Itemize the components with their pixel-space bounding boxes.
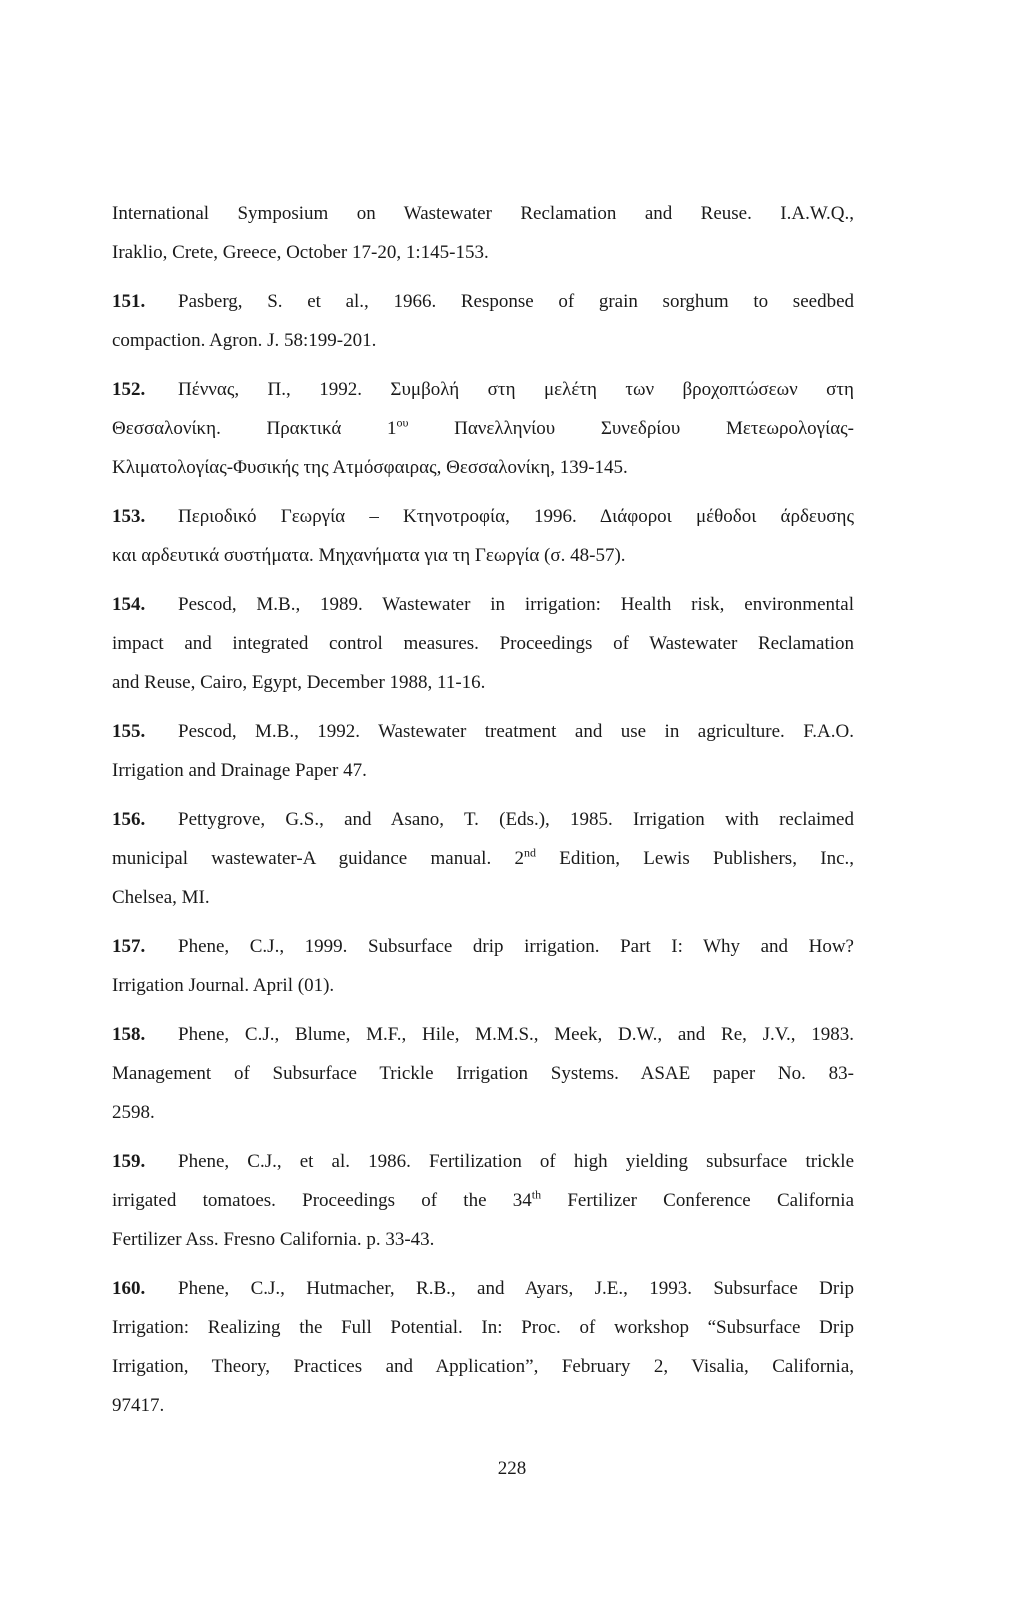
reference-text-line: 97417. bbox=[112, 1395, 165, 1416]
reference-text-line: Chelsea, MI. bbox=[112, 887, 210, 908]
reference-number: 153. bbox=[112, 506, 146, 527]
reference-number: 156. bbox=[112, 809, 146, 830]
reference-number: 154. bbox=[112, 594, 146, 615]
reference-text-line: Management of Subsurface Trickle Irrigation Systems. ASAE paper No. 83- bbox=[112, 1063, 854, 1084]
reference-text-line: Pasberg, S. et al., 1966. Response of grain sorghum to seedbed bbox=[178, 291, 854, 312]
reference-text-line: Pettygrove, G.S., and Asano, T. (Eds.), 1985. Irrigation with reclaimed bbox=[178, 809, 854, 830]
reference-entry bbox=[112, 1269, 854, 1425]
reference-number: 158. bbox=[112, 1024, 146, 1045]
reference-number: 151. bbox=[112, 291, 146, 312]
page-number: 228 bbox=[497, 1458, 527, 1479]
reference-text-line: Πέννας, Π., 1992. Συμβολή στη μελέτη των βροχοπτώσεων στη bbox=[178, 379, 854, 400]
reference-text-line: compaction. Agron. J. 58:199-201. bbox=[112, 330, 377, 351]
reference-entry bbox=[112, 370, 854, 487]
reference-entry bbox=[112, 1142, 854, 1259]
reference-entry bbox=[112, 585, 854, 702]
reference-entry bbox=[112, 800, 854, 917]
reference-text-line: Θεσσαλονίκη. Πρακτικά $1^{o\upsilon}$ Πανελληνίου Συνεδρίου Μετεωρολογίας- bbox=[112, 415, 854, 439]
reference-continuation bbox=[112, 194, 854, 272]
reference-list bbox=[112, 194, 854, 1435]
ordinal-suffix: ου bbox=[396, 415, 409, 430]
reference-number: 159. bbox=[112, 1151, 146, 1172]
reference-text-line: και αρδευτικά συστήματα. Μηχανήματα για τη Γεωργία (σ. 48-57). bbox=[112, 545, 626, 566]
reference-text-line: irrigated tomatoes. Proceedings of the 34th Fertilizer Conference California bbox=[112, 1187, 854, 1211]
reference-text-line: Phene, C.J., Hutmacher, R.B., and Ayars, J.E., 1993. Subsurface Drip bbox=[178, 1278, 854, 1299]
reference-text-line: Περιοδικό Γεωργία – Κτηνοτροφία, 1996. Διάφοροι μέθοδοι άρδευσης bbox=[178, 506, 854, 527]
reference-entry bbox=[112, 282, 854, 360]
reference-entry bbox=[112, 1015, 854, 1132]
reference-text-line: 2598. bbox=[112, 1102, 155, 1123]
reference-entry bbox=[112, 712, 854, 790]
reference-text-line: Iraklio, Crete, Greece, October 17-20, 1:145-153. bbox=[112, 242, 489, 263]
reference-text-line: International Symposium on Wastewater Reclamation and Reuse. I.A.W.Q., bbox=[112, 203, 854, 224]
reference-text-line: Irrigation, Theory, Practices and Application”, February 2, Visalia, California, bbox=[112, 1356, 854, 1377]
reference-text-line: Phene, C.J., 1999. Subsurface drip irrigation. Part I: Why and How? bbox=[178, 936, 854, 957]
reference-number: 157. bbox=[112, 936, 146, 957]
reference-text-line: municipal wastewater-A guidance manual. 2nd Edition, Lewis Publishers, Inc., bbox=[112, 845, 854, 869]
reference-text-line: Phene, C.J., Blume, M.F., Hile, M.M.S., Meek, D.W., and Re, J.V., 1983. bbox=[178, 1024, 854, 1045]
reference-text-line: Irrigation and Drainage Paper 47. bbox=[112, 760, 367, 781]
reference-number: 155. bbox=[112, 721, 146, 742]
reference-entry bbox=[112, 497, 854, 575]
reference-entry bbox=[112, 927, 854, 1005]
reference-text-line: Irrigation Journal. April (01). bbox=[112, 975, 335, 996]
reference-number: 160. bbox=[112, 1278, 146, 1299]
reference-text-line: Phene, C.J., et al. 1986. Fertilization of high yielding subsurface trickle bbox=[178, 1151, 854, 1172]
reference-text-line: Fertilizer Ass. Fresno California. p. 33-43. bbox=[112, 1229, 435, 1250]
ordinal-suffix: th bbox=[531, 1187, 542, 1202]
reference-text-line: Κλιματολογίας-Φυσικής της Ατμόσφαιρας, Θεσσαλονίκη, 139-145. bbox=[112, 457, 628, 478]
reference-text-line: Pescod, M.B., 1992. Wastewater treatment and use in agriculture. F.A.O. bbox=[178, 721, 854, 742]
reference-number: 152. bbox=[112, 379, 146, 400]
reference-text-line: Pescod, M.B., 1989. Wastewater in irrigation: Health risk, environmental bbox=[178, 594, 854, 615]
reference-text-line: impact and integrated control measures. Proceedings of Wastewater Reclamation bbox=[112, 633, 854, 654]
ordinal-suffix: nd bbox=[524, 845, 536, 860]
reference-text-line: Irrigation: Realizing the Full Potential. In: Proc. of workshop “Subsurface Drip bbox=[112, 1317, 854, 1338]
reference-text-line: and Reuse, Cairo, Egypt, December 1988, 11-16. bbox=[112, 672, 486, 693]
